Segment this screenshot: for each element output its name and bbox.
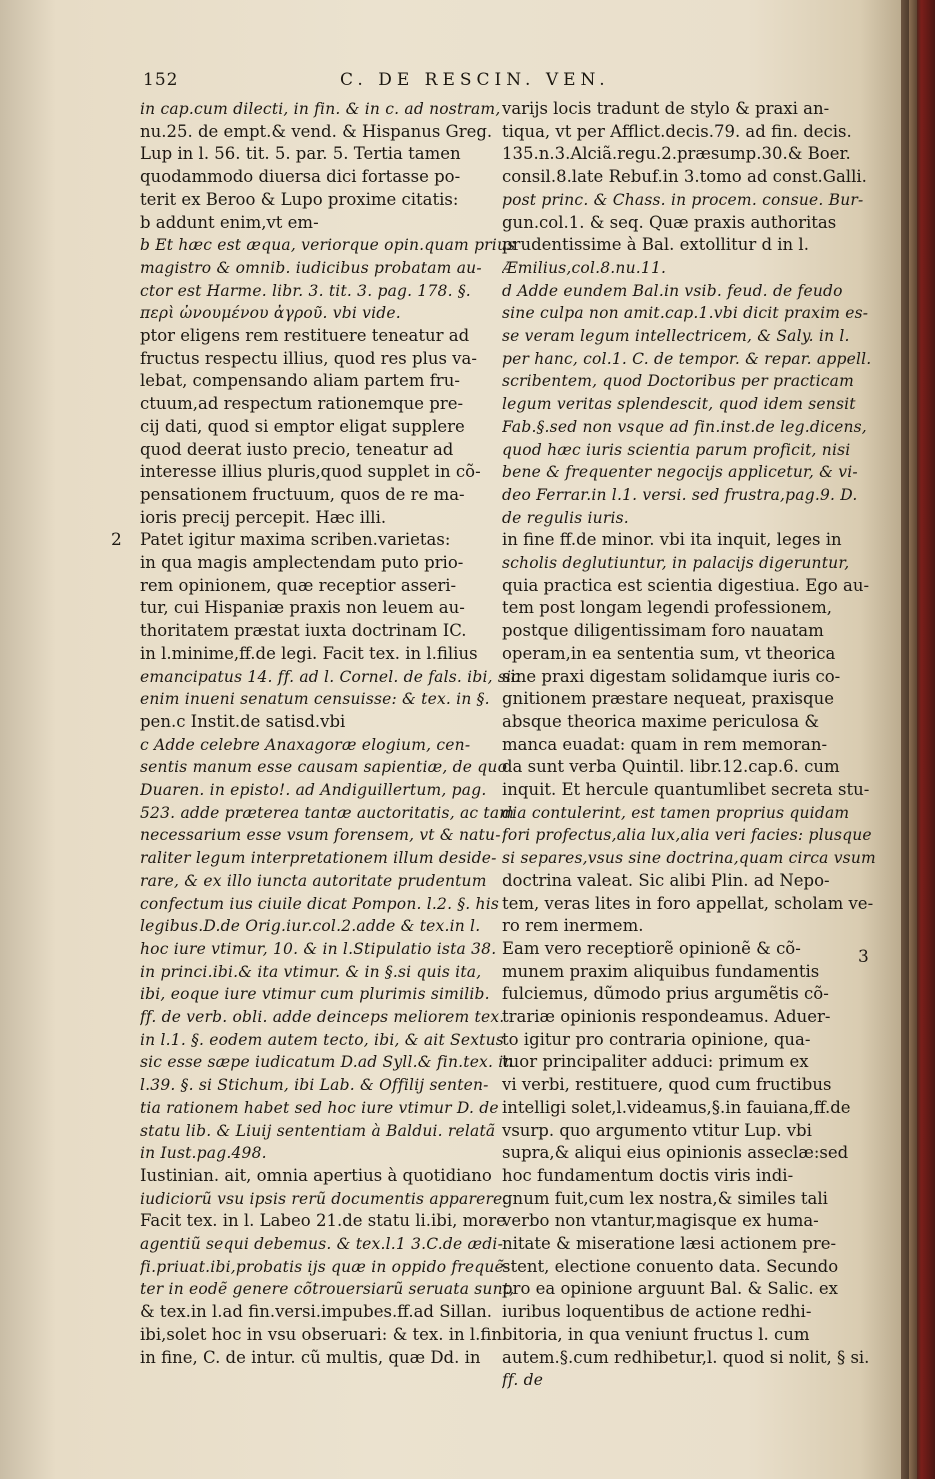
- text-line: absque theorica maxime periculosa &: [502, 712, 820, 731]
- text-line: iudiciorũ vsu ipsis rerũ documentis apparere.: [140, 1190, 508, 1208]
- text-line: fi.priuat.ibi,probatis ijs quæ in oppido frequẽ-: [140, 1258, 510, 1276]
- text-line: tuor principaliter adduci: primum ex: [502, 1052, 809, 1071]
- text-line: magistro & omnib. iudicibus probatam au-: [140, 259, 482, 277]
- text-line: gun.col.1. & seq. Quæ praxis authoritas: [502, 213, 837, 232]
- text-line: trariæ opinionis respondeamus. Aduer-: [502, 1007, 831, 1026]
- text-line: per hanc, col.1. C. de tempor. & repar. appell.: [502, 350, 872, 368]
- text-line: Facit tex. in l. Labeo 21.de statu li.ibi, more: [140, 1211, 506, 1230]
- text-line: fructus respectu illius, quod res plus va-: [140, 349, 477, 368]
- text-line: quod deerat iusto precio, teneatur ad: [140, 440, 454, 459]
- text-line: verbo non vtantur,magisque ex huma-: [502, 1211, 819, 1230]
- text-line: doctrina valeat. Sic alibi Plin. ad Nepo-: [502, 871, 830, 890]
- running-title: C. DE RESCIN. VEN.: [340, 70, 610, 90]
- text-line: pensationem fructuum, quos de re ma-: [140, 485, 465, 504]
- text-line: supra,& aliqui eius opinionis asseclæ:sed: [502, 1143, 849, 1162]
- text-line: to igitur pro contraria opinione, qua-: [502, 1030, 811, 1049]
- text-line: sic esse sæpe iudicatum D.ad Syll.& fin.tex. in: [140, 1053, 514, 1071]
- text-line: legum veritas splendescit, quod idem sensit: [502, 395, 856, 413]
- text-line: in fine ff.de minor. vbi ita inquit, leges in: [502, 530, 842, 549]
- text-line: περὶ ὠνουμένου ἀγροῦ. vbi vide.: [140, 304, 401, 322]
- text-line: ter in eodẽ genere cõtrouersiarũ seruata sunt,: [140, 1280, 515, 1298]
- text-line: in cap.cum dilecti, in fin. & in c. ad nostram,: [140, 100, 501, 118]
- text-line: b Et hæc est æqua, veriorque opin.quam prius: [140, 236, 516, 254]
- text-line: deo Ferrar.in l.1. versi. sed frustra,pag.9. D.: [502, 486, 858, 504]
- text-line: emancipatus 14. ff. ad l. Cornel. de fals. ibi, sic: [140, 668, 521, 686]
- text-line: ro rem inermem.: [502, 916, 644, 935]
- text-line: Lup in l. 56. tit. 5. par. 5. Tertia tamen: [140, 144, 461, 163]
- text-line: c Adde celebre Anaxagoræ elogium, cen-: [140, 736, 471, 754]
- text-line: pen.c Instit.de satisd.vbi: [140, 712, 346, 731]
- text-line: quodammodo diuersa dici fortasse po-: [140, 167, 461, 186]
- text-line: rare, & ex illo iuncta autoritate prudentum: [140, 872, 487, 890]
- text-line: tiqua, vt per Afflict.decis.79. ad fin. decis.: [502, 122, 852, 141]
- text-line: in princi.ibi.& ita vtimur. & in §.si quis ita,: [140, 963, 482, 981]
- text-line: munem praxim aliquibus fundamentis: [502, 962, 820, 981]
- text-line: dia contulerint, est tamen proprius quidam: [502, 804, 850, 822]
- text-line: bitoria, in qua veniunt fructus l. cum: [502, 1325, 810, 1344]
- text-line: 135.n.3.Alciã.regu.2.præsump.30.& Boer.: [502, 144, 851, 163]
- text-line: & tex.in l.ad fin.versi.impubes.ff.ad Sillan.: [140, 1302, 493, 1321]
- text-line: interesse illius pluris,quod supplet in cõ-: [140, 462, 481, 481]
- page-number: 152: [143, 70, 179, 90]
- text-line: in l.1. §. eodem autem tecto, ibi, & ait Sextus: [140, 1031, 504, 1049]
- text-line: in l.minime,ff.de legi. Facit tex. in l.filius: [140, 644, 478, 663]
- text-line: ptor eligens rem restituere teneatur ad: [140, 326, 470, 345]
- text-line: nitate & miseratione læsi actionem pre-: [502, 1234, 837, 1253]
- book-binding: [901, 0, 935, 1479]
- text-line: hoc iure vtimur, 10. & in l.Stipulatio ista 38.: [140, 940, 497, 958]
- text-line: legibus.D.de Orig.iur.col.2.adde & tex.in l.: [140, 917, 481, 935]
- text-line: autem.§.cum redhibetur,l. quod si nolit, § si.: [502, 1348, 870, 1367]
- text-line: statu lib. & Liuij sententiam à Baldui. relatã: [140, 1122, 496, 1140]
- text-line: 523. adde præterea tantæ auctoritatis, ac tam: [140, 804, 515, 822]
- text-line: sine culpa non amit.cap.1.vbi dicit praxim es-: [502, 304, 869, 322]
- text-line: tia rationem habet sed hoc iure vtimur D. de: [140, 1099, 499, 1117]
- text-line: Duaren. in episto!. ad Andiguillertum, pag.: [140, 781, 487, 799]
- text-line: tem, veras lites in foro appellat, scholam ve-: [502, 894, 874, 913]
- text-line: ctuum,ad respectum rationemque pre-: [140, 394, 464, 413]
- text-line: se veram legum intellectricem, & Saly. in l.: [502, 327, 850, 345]
- text-line: scribentem, quod Doctoribus per practicam: [502, 372, 854, 390]
- text-line: rem opinionem, quæ receptior asseri-: [140, 576, 457, 595]
- text-line: tur, cui Hispaniæ praxis non leuem au-: [140, 598, 465, 617]
- text-line: iuribus loquentibus de actione redhi-: [502, 1302, 812, 1321]
- text-line: vsurp. quo argumento vtitur Lup. vbi: [502, 1121, 812, 1140]
- text-line: bene & frequenter negocijs applicetur, & vi-: [502, 463, 858, 481]
- text-line: prudentissime à Bal. extollitur d in l.: [502, 235, 809, 254]
- text-line: ibi, eoque iure vtimur cum plurimis similib.: [140, 985, 490, 1003]
- text-line: inquit. Et hercule quantumlibet secreta stu-: [502, 780, 870, 799]
- margin-number: 2: [111, 530, 122, 550]
- text-line: thoritatem præstat iuxta doctrinam IC.: [140, 621, 467, 640]
- text-line: ff. de: [502, 1371, 544, 1389]
- text-line: l.39. §. si Stichum, ibi Lab. & Offilij senten-: [140, 1076, 489, 1094]
- text-line: nu.25. de empt.& vend. & Hispanus Greg.: [140, 122, 493, 141]
- text-line: pro ea opinione arguunt Bal. & Salic. ex: [502, 1279, 838, 1298]
- margin-number: 3: [858, 947, 869, 967]
- text-line: intelligi solet,l.videamus,§.in fauiana,ff.de: [502, 1098, 851, 1117]
- text-line: b addunt enim,vt em-: [140, 213, 319, 232]
- text-line: ioris precij percepit. Hæc illi.: [140, 508, 387, 527]
- text-line: Iustinian. ait, omnia apertius à quotidiano: [140, 1166, 492, 1185]
- text-line: tem post longam legendi professionem,: [502, 598, 833, 617]
- text-line: cij dati, quod si emptor eligat supplere: [140, 417, 465, 436]
- text-line: consil.8.late Rebuf.in 3.tomo ad const.Galli.: [502, 167, 867, 186]
- text-line: operam,in ea sententia sum, vt theorica: [502, 644, 836, 663]
- text-line: fori profectus,alia lux,alia veri facies: plusque: [502, 826, 872, 844]
- text-line: in fine, C. de intur. cũ multis, quæ Dd. in: [140, 1348, 481, 1367]
- text-line: lebat, compensando aliam partem fru-: [140, 371, 460, 390]
- text-line: enim inueni senatum censuisse: & tex. in §.: [140, 690, 490, 708]
- text-line: terit ex Beroo & Lupo proxime citatis:: [140, 190, 459, 209]
- text-line: stent, electione conuento data. Secundo: [502, 1257, 839, 1276]
- text-line: quia practica est scientia digestiua. Ego au-: [502, 576, 870, 595]
- text-line: da sunt verba Quintil. libr.12.cap.6. cum: [502, 757, 840, 776]
- text-line: si separes,vsus sine doctrina,quam circa vsum: [502, 849, 876, 867]
- text-line: sentis manum esse causam sapientiæ, de quo: [140, 758, 508, 776]
- text-line: sine praxi digestam solidamque iuris co-: [502, 667, 841, 686]
- text-line: Patet igitur maxima scriben.varietas:: [140, 530, 451, 549]
- text-line: ff. de verb. obli. adde deinceps meliorem tex.: [140, 1008, 505, 1026]
- text-line: varijs locis tradunt de stylo & praxi an-: [502, 99, 830, 118]
- text-line: quod hæc iuris scientia parum proficit, nisi: [502, 441, 851, 459]
- text-line: in qua magis amplectendam puto prio-: [140, 553, 464, 572]
- text-line: d Adde eundem Bal.in vsib. feud. de feudo: [502, 282, 843, 300]
- text-line: hoc fundamentum doctis viris indi-: [502, 1166, 794, 1185]
- text-line: manca euadat: quam in rem memoran-: [502, 735, 828, 754]
- text-line: Fab.§.sed non vsque ad fin.inst.de leg.dicens,: [502, 418, 867, 436]
- text-line: vi verbi, restituere, quod cum fructibus: [502, 1075, 832, 1094]
- text-line: agentiũ sequi debemus. & tex.l.1 3.C.de ædi-: [140, 1235, 504, 1253]
- text-line: Æmilius,col.8.nu.11.: [502, 259, 667, 277]
- text-line: gnitionem præstare nequeat, praxisque: [502, 689, 834, 708]
- text-line: de regulis iuris.: [502, 509, 629, 527]
- text-line: ibi,solet hoc in vsu obseruari: & tex. in l.fin.: [140, 1325, 508, 1344]
- text-line: Eam vero receptiorẽ opinionẽ & cõ-: [502, 939, 801, 958]
- text-line: gnum fuit,cum lex nostra,& similes tali: [502, 1189, 828, 1208]
- text-line: post princ. & Chass. in procem. consue. Bur-: [502, 191, 864, 209]
- text-line: in Iust.pag.498.: [140, 1144, 267, 1162]
- text-line: fulciemus, dũmodo prius argumẽtis cõ-: [502, 984, 829, 1003]
- text-line: necessarium esse vsum forensem, vt & natu-: [140, 826, 501, 844]
- text-line: scholis deglutiuntur, in palacijs digeruntur,: [502, 554, 850, 572]
- text-line: postque diligentissimam foro nauatam: [502, 621, 824, 640]
- text-line: ctor est Harme. libr. 3. tit. 3. pag. 178. §.: [140, 282, 471, 300]
- text-line: raliter legum interpretationem illum deside-: [140, 849, 497, 867]
- text-line: confectum ius ciuile dicat Pompon. l.2. §. his: [140, 895, 500, 913]
